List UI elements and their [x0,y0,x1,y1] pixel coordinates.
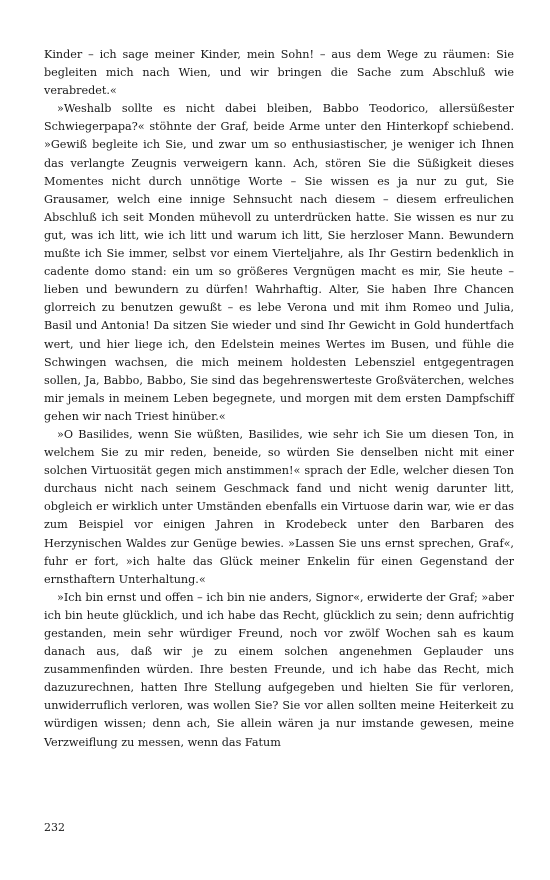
page-number: 232 [44,821,65,834]
page-body [44,46,514,752]
paragraph-1: Kinder – ich sage meiner Kinder, mein Sohn! – aus dem Wege zu räumen: Sie begleiten mich nach Wien, und wir bringen die Sache zum Abschluß wie verabredet.« [44,48,514,98]
paragraph-2: »Weshalb sollte es nicht dabei bleiben, Babbo Teodorico, allersüßester Schwiegerpapa?« stöhnte der Graf, beide Arme unter den Hinterkopf schiebend. »Gewiß begleite ich Sie, und zwar um so enthusiastischer, je weniger ich Ihnen das verlangte Zeugnis verweigern kann. Ach, stören Sie die Süßigkeit dieses Momentes nicht durch unnötige Worte – Sie wissen es ja nur zu gut, Sie Grausamer, welch eine innige Sehnsucht nach diesem – diesem erfreulichen Abschluß ich seit Monden mühevoll zu unterdrücken hatte. Sie wissen es nur zu gut, was ich litt, wie ich litt und warum ich litt, Sie herzloser Mann. Bewundern mußte ich Sie immer, selbst vor einem Vierteljahre, als Ihr Gestirn bedenklich in cadente domo stand: ein um so größeres Vergnügen macht es mir, Sie heute – lieben und bewundern zu dürfen! Wahrhaftig. Alter, Sie haben Ihre Chancen glorreich zu benutzen gewußt – es lebe Verona und mit ihm Romeo und Julia, Basil und Antonia! Da sitzen Sie wieder und sind Ihr Gewicht in Gold hundertfach wert, und hier liege ich, den Edelstein meines Wertes im Busen, und fühle die Schwingen wachsen, die mich meinem holdesten Lebensziel entgegentragen sollen, Ja, Babbo, Babbo, Sie sind das begehrenswerteste Großväterchen, welches mir jemals in meinem Leben begegnete, und morgen mit dem ersten Dampfschiff gehen wir nach Triest hinüber.« [44,102,514,423]
paragraph-4: »Ich bin ernst und offen – ich bin nie anders, Signor«, erwiderte der Graf; »aber ich bin heute glücklich, und ich habe das Recht, glücklich zu sein; denn aufrichtig gestanden, mein sehr würdiger Freund, noch vor zwölf Wochen sah es kaum danach aus, daß wir je zu einem solchen angenehmen Geplauder uns zusammenfinden würden. Ihre besten Freunde, und ich habe das Recht, mich dazuzurechnen, hatten Ihre Stellung aufgegeben und hielten Sie für verloren, unwiderruflich verloren, was wollen Sie? Sie vor allen sollten meine Heiterkeit zu würdigen wissen; denn ach, Sie allein wären ja nur imstande gewesen, meine Verzweiflung zu messen, wenn das Fatum [44,590,514,749]
paragraph-3: »O Basilides, wenn Sie wüßten, Basilides, wie sehr ich Sie um diesen Ton, in welchem Sie zu mir reden, beneide, so würden Sie denselben nicht mit einer solchen Virtuosität gegen mich anstimmen!« sprach der Edle, welcher diesen Ton durchaus nicht nach seinem Geschmack fand und nicht wenig darunter litt, obgleich er wirklich unter Umständen ebenfalls ein Virtuose darin war, wie er das zum Beispiel vor einigen Jahren in Krodebeck unter den Barbaren des Herzynischen Waldes zur Genüge bewies. »Lassen Sie uns ernst sprechen, Graf«, fuhr er fort, »ich halte das Glück meiner Enkelin für einen Gegenstand der ernsthaftern Unterhaltung.« [44,427,514,586]
